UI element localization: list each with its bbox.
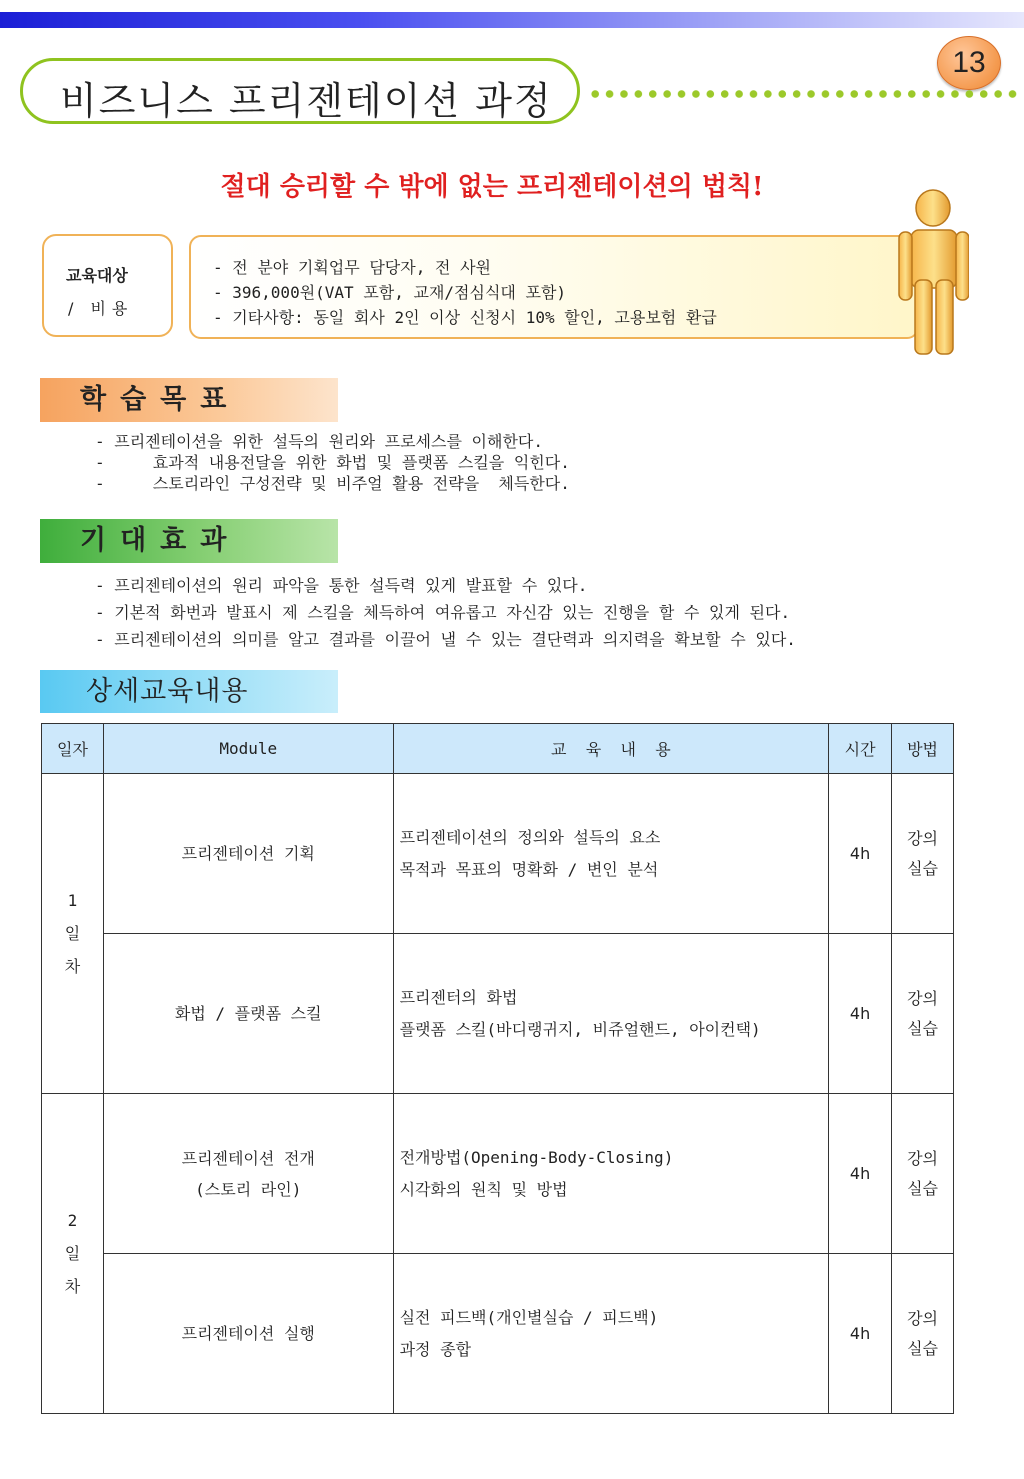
list-item: - 프리젠테이션의 원리 파악을 통한 설득력 있게 발표할 수 있다. — [95, 576, 588, 595]
module-cell — [103, 1254, 393, 1414]
effects-list — [95, 572, 796, 653]
content-text: 목적과 목표의 명확화 / 변인 분석 — [399, 859, 659, 879]
method-cell — [892, 934, 954, 1094]
column-header-method: 방법 — [892, 724, 954, 774]
column-header-content: 교 육 내 용 — [393, 724, 829, 774]
method-text: 강의 — [907, 828, 938, 848]
day-char: 차 — [64, 957, 81, 976]
method-text: 실습 — [907, 858, 938, 878]
target-line: - 396,000원(VAT 포함, 교재/점심식대 포함) — [213, 283, 567, 302]
content-text: 프리젠테이션의 정의와 설득의 요소 — [399, 827, 661, 847]
method-text: 강의 — [907, 1308, 938, 1328]
day-char: 일 — [64, 1244, 81, 1263]
day-char: 차 — [64, 1277, 81, 1296]
target-label-line2: / 비용 — [68, 299, 134, 318]
module-text: 프리젠테이션 기획 — [181, 844, 315, 863]
subtitle: 절대 승리할 수 밖에 없는 프리젠테이션의 법칙! — [220, 172, 764, 202]
method-text: 강의 — [907, 1148, 938, 1168]
table-row — [42, 934, 954, 1094]
content-text: 시각화의 원칙 및 방법 — [399, 1179, 568, 1199]
day-char: 일 — [64, 924, 81, 943]
goals-list — [95, 431, 570, 494]
target-line: - 기타사항: 동일 회사 2인 이상 신청시 10% 할인, 고용보험 환급 — [213, 308, 717, 327]
list-item: - 기본적 화번과 발표시 제 스킬을 체득하여 여유롭고 자신감 있는 진행을 할 수 있게 된다. — [95, 603, 791, 622]
table-row — [42, 774, 954, 934]
target-line: - 전 분야 기획업무 담당자, 전 사원 — [213, 258, 491, 277]
module-text: 화법 / 플랫폼 스킬 — [174, 1004, 322, 1023]
module-text: (스토리 라인) — [195, 1179, 302, 1199]
column-header-module: Module — [103, 724, 393, 774]
day-cell — [42, 1094, 104, 1414]
content-cell — [393, 1094, 829, 1254]
section-heading-effects: 기대효과 — [40, 519, 338, 563]
method-cell — [892, 1254, 954, 1414]
day-number: 1 — [67, 891, 78, 910]
list-item: - 스토리라인 구성전략 및 비주얼 활용 전략을 체득한다. — [95, 474, 570, 493]
time-cell: 4h — [829, 1094, 892, 1254]
time-cell: 4h — [829, 934, 892, 1094]
person-figure-icon — [893, 188, 969, 358]
time-cell: 4h — [829, 1254, 892, 1414]
table-header-row — [42, 724, 954, 774]
module-cell — [103, 1094, 393, 1254]
curriculum-table — [41, 723, 954, 1414]
day-number: 2 — [67, 1211, 78, 1230]
content-text: 실전 피드백(개인별실습 / 피드백) — [399, 1307, 659, 1327]
page-title: 비즈니스 프리젠테이션 과정 — [60, 79, 553, 123]
target-info-box — [189, 235, 919, 339]
table-row — [42, 1254, 954, 1414]
content-cell — [393, 774, 829, 934]
column-header-day: 일자 — [42, 724, 104, 774]
content-text: 과정 종합 — [399, 1339, 472, 1359]
content-text: 프리젠터의 화법 — [399, 987, 518, 1007]
page-number-badge: 13 — [937, 36, 1001, 90]
module-text: 프리젠테이션 전개 — [181, 1148, 315, 1168]
method-text: 실습 — [907, 1178, 938, 1198]
target-label-box — [42, 234, 173, 337]
content-text: 플랫폼 스킬(바디랭귀지, 비쥬얼핸드, 아이컨택) — [399, 1019, 761, 1039]
method-text: 실습 — [907, 1338, 938, 1358]
time-cell: 4h — [829, 774, 892, 934]
content-text: 전개방법(Opening-Body-Closing) — [399, 1147, 674, 1167]
list-item: - 효과적 내용전달을 위한 화법 및 플랫폼 스킬을 익힌다. — [95, 453, 570, 472]
section-heading-detail: 상세교육내용 — [40, 670, 338, 713]
method-text: 강의 — [907, 988, 938, 1008]
module-cell — [103, 774, 393, 934]
list-item: - 프리젠테이션을 위한 설득의 원리와 프로세스를 이해한다. — [95, 432, 544, 451]
table-row — [42, 1094, 954, 1254]
module-text: 프리젠테이션 실행 — [181, 1324, 315, 1343]
section-heading-goals: 학습목표 — [40, 378, 338, 422]
dotted-divider — [588, 88, 1018, 100]
top-gradient-bar — [0, 12, 1024, 28]
content-cell — [393, 1254, 829, 1414]
method-cell — [892, 1094, 954, 1254]
column-header-time: 시간 — [829, 724, 892, 774]
day-cell — [42, 774, 104, 1094]
method-cell — [892, 774, 954, 934]
method-text: 실습 — [907, 1018, 938, 1038]
content-cell — [393, 934, 829, 1094]
list-item: - 프리젠테이션의 의미를 알고 결과를 이끌어 낼 수 있는 결단력과 의지력을 확보할 수 있다. — [95, 630, 796, 649]
module-cell — [103, 934, 393, 1094]
target-label-line1: 교육대상 — [66, 266, 128, 285]
